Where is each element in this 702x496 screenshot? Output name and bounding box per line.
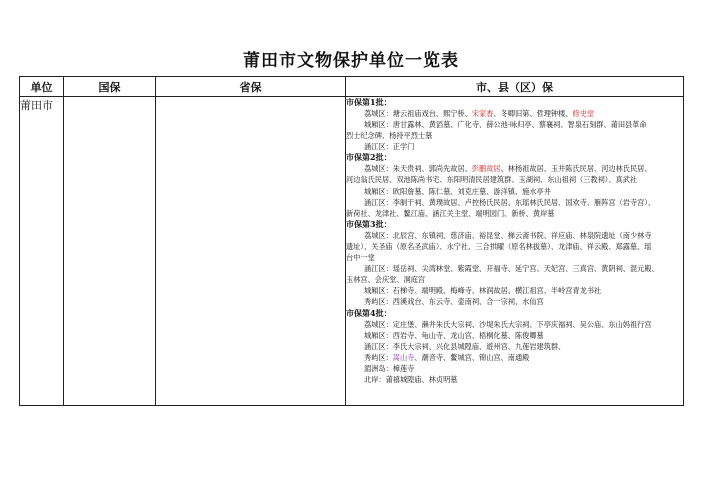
site-text: 荔城区： [364, 230, 393, 240]
national-cell [64, 97, 156, 406]
site-text: 李氏大宗祠、兴化县城隍庙、遊州宫、九莲岩建筑群、 [392, 341, 566, 351]
list-item [346, 108, 683, 119]
site-text: 西岩寺、龟山寺、龙山宫、梧桐化墓、陈俊卿墓 [392, 330, 544, 340]
list-item [346, 141, 683, 152]
unit-cell: 莆田市 [20, 97, 64, 406]
site-text: 遗址）、关圣庙（原名圣武庙）、永宁社、三合拱曜（原名林拔墓）、龙津庙、祥云殿、郑露墓、瑶 [346, 241, 652, 251]
highlighted-site-name: 宋家香 [471, 109, 494, 118]
list-item [346, 130, 683, 141]
site-text: 正学门 [392, 142, 415, 152]
list-item [346, 174, 683, 185]
site-text: 西溪戏台、东云寺、壶南祠、合一宗祠、水仙宫 [392, 297, 544, 307]
batch-list [346, 97, 683, 385]
header-national: 国保 [64, 77, 156, 97]
heritage-table [19, 76, 684, 406]
batch-heading: 市保第2批： [346, 152, 392, 163]
list-item [346, 230, 683, 241]
provincial-cell [156, 97, 346, 406]
list-item [346, 263, 683, 274]
site-text: 塘云祖庙戏台、熙宁桥、 [392, 109, 472, 118]
site-text: 新荷社、龙津社、鳌江庙、涵江关主堂、端明园门、新桥、黄岸墓 [346, 208, 555, 218]
site-text: 北岸： [364, 374, 386, 384]
list-item [346, 274, 683, 285]
site-text: 欧阳詹墓、陈仁墓、刘克庄墓、游洋镇、施水亭井 [392, 186, 551, 196]
header-provincial: 省保 [156, 77, 346, 97]
batch-heading: 市保第4批： [346, 307, 392, 318]
highlighted-site-name: 嵩山寺 [392, 352, 415, 362]
site-text: 湄洲岛： [364, 363, 393, 373]
site-text: 瑶岳祠、尖湾林堂、紫霞堂、开福寺、延宁宫、天妃宫、三真宫、黄阴祠、混元殿、 [392, 264, 659, 274]
site-text: 樟莲寺 [392, 363, 415, 373]
site-text: 玉林宫、会庆堂、洞庭宫 [346, 275, 426, 285]
site-text: 城厢区： [364, 120, 393, 130]
list-item [346, 119, 683, 130]
list-item [346, 374, 683, 385]
table-row [20, 97, 684, 406]
site-text: 城厢区： [364, 186, 393, 196]
header-city-county: 市、县（区）保 [346, 77, 684, 97]
site-text: 李制干祠、黄璞故居、卢控杨氏民居、东瑶林氏民居、国欢寺、雁阵宫（岩寺宫）、 [392, 197, 656, 207]
site-text: 河边翁氏民居、双池陈尚书宅、东阳明清民居建筑群、玉湖祠、东山祖祠（三教祠）、真武社 [346, 175, 638, 185]
site-text: 秀屿区： [364, 297, 393, 307]
site-text: 莆禧城隍庙、林贞明墓 [385, 374, 458, 384]
site-text: 荔城区： [364, 109, 393, 118]
batch-heading: 市保第3批： [346, 218, 392, 229]
site-text: 北辰宫、东镇祠、慈济庙、裕昆堂、梯云斋书院、祥应庙、林泉院遗址（南少林寺 [392, 230, 652, 240]
list-item [346, 341, 683, 352]
list-item [346, 352, 683, 363]
list-item [346, 163, 683, 174]
site-text: 、冬卿旧第、哲理钟楼、 [493, 109, 573, 118]
list-item [346, 319, 683, 330]
site-text: 城厢区： [364, 286, 393, 296]
city-county-cell [346, 97, 684, 406]
site-text: 涵江区： [364, 197, 393, 207]
batch-heading: 市保第1批： [346, 97, 392, 107]
site-text: 台中一堂 [346, 253, 375, 263]
site-text: 荔城区： [364, 164, 393, 174]
list-item [346, 285, 683, 296]
site-text: 涵江区： [364, 142, 393, 152]
site-text: 石梯寺、端明殿、梅峰寺、林润故居、横江祖宫、半岭宫青龙书社 [392, 286, 602, 296]
list-item [346, 330, 683, 341]
list-item [346, 186, 683, 197]
highlighted-site-name: 彭鹏故居 [471, 164, 501, 174]
site-text: 秀屿区： [364, 352, 393, 362]
highlighted-site-name: 修史堂 [572, 109, 595, 118]
header-unit: 单位 [20, 77, 64, 97]
list-item [346, 252, 683, 263]
site-text: 定庄堡、濑井朱氏大宗祠、沙堤朱氏大宗祠、下亭庆福祠、吴公庙、东山妈祖行宫 [392, 319, 652, 329]
list-item [346, 208, 683, 219]
page-title: 莆田市文物保护单位一览表 [243, 51, 459, 71]
header-row [20, 77, 684, 97]
site-text: 城厢区： [364, 330, 393, 340]
list-item [346, 363, 683, 374]
site-text: 唐甘露林、黄滔墓、广化寺、薛公池·咏归亭、蔡襄祠、智泉石刻群、莆田县革命 [392, 120, 647, 130]
list-item [346, 197, 683, 208]
site-text: 、林杨祖故居、玉井陈氏民居、河边林氏民居、 [500, 164, 652, 174]
site-text: 荔城区： [364, 319, 393, 329]
site-text: 涵江区： [364, 341, 393, 351]
list-item [346, 296, 683, 307]
list-item [346, 241, 683, 252]
site-text: 、潮音寺、鳌城宫、锦山宫、南通殿 [414, 352, 530, 362]
site-text: 朱天贵祠、郭尚先故居、 [392, 164, 472, 174]
site-text: 烈士纪念碑、杨持平烈士墓 [346, 131, 433, 141]
site-text: 涵江区： [364, 264, 393, 274]
